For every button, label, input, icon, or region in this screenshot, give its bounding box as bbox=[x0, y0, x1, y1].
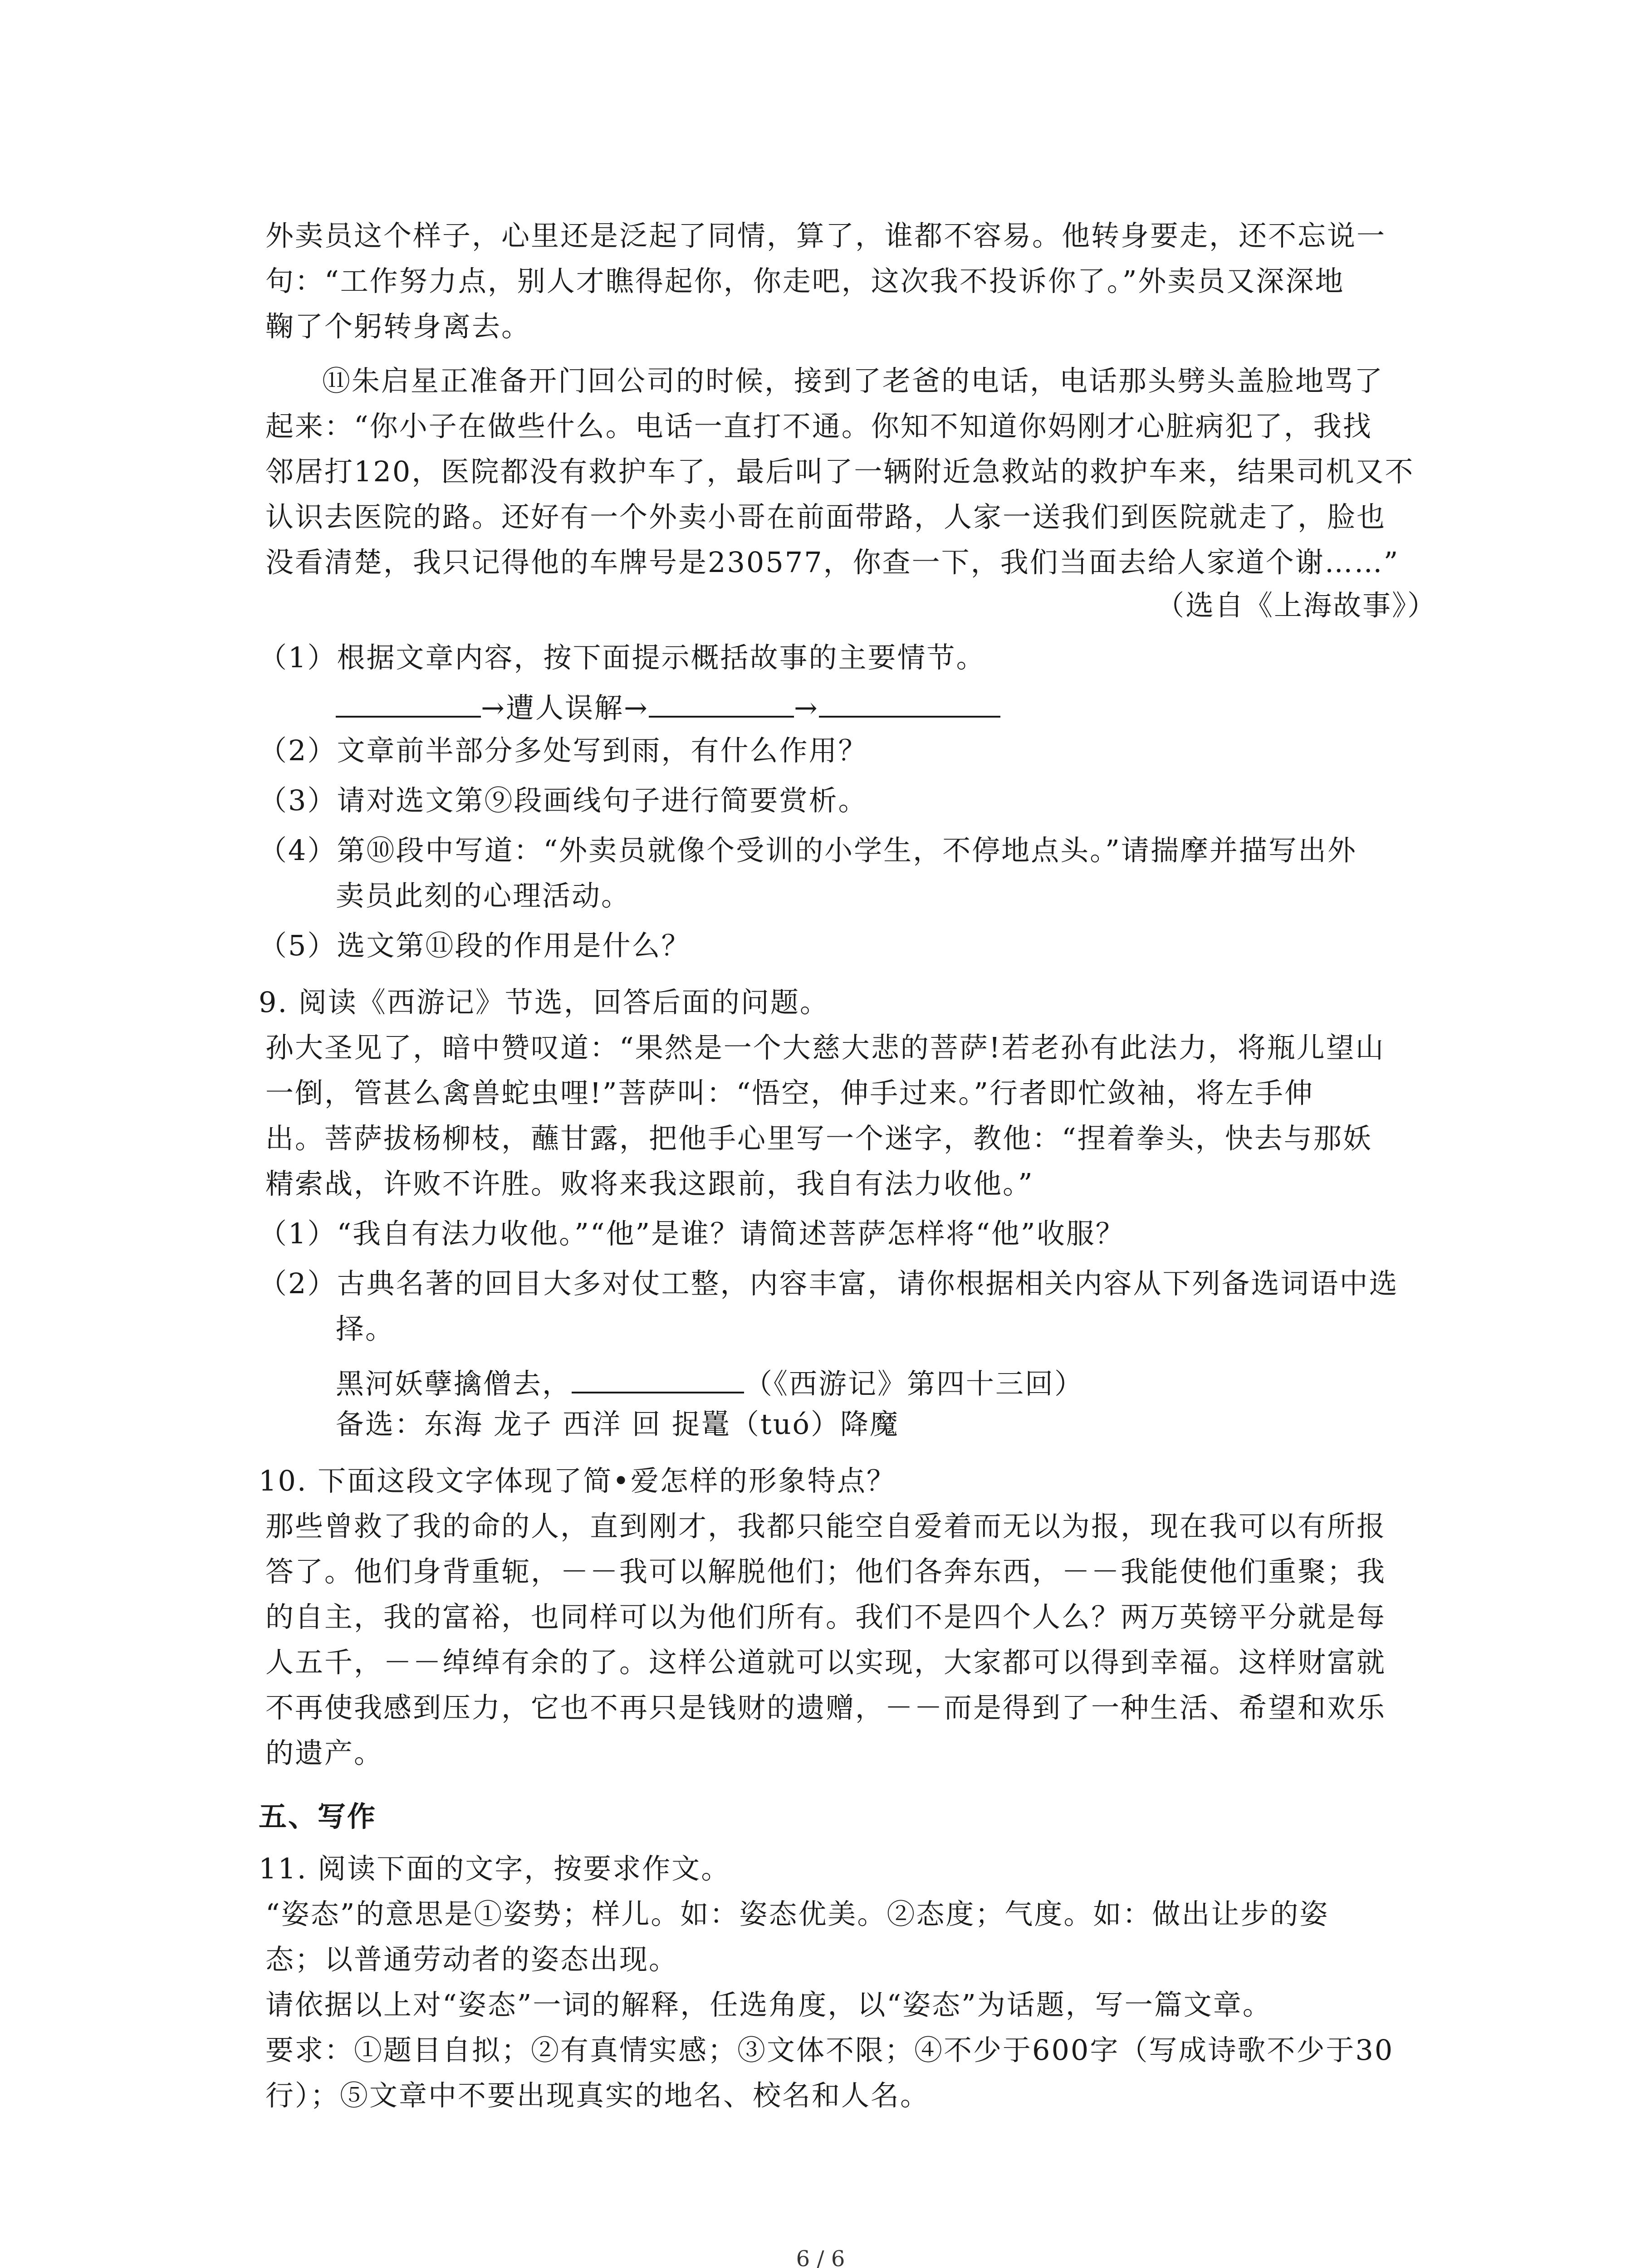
q9-couplet bbox=[336, 1356, 1084, 1407]
q9-passage-line: 精索战，许败不许胜。败将来我这跟前，我自有法力收他。” bbox=[265, 1167, 1034, 1200]
q9-options: 备选：东海 龙子 西洋 回 捉鼍（tuó）降魔 bbox=[336, 1408, 900, 1441]
q11-line: “姿态”的意思是①姿势；样儿。如：姿态优美。②态度；气度。如：做出让步的姿 bbox=[265, 1897, 1329, 1931]
q8-sub1: （1）根据文章内容，按下面提示概括故事的主要情节。 bbox=[259, 641, 986, 674]
story-paragraph-11-line: 邻居打120，医院都没有救护车了，最后叫了一辆附近急救站的救护车来，结果司机又不 bbox=[265, 455, 1415, 488]
answer-blank[interactable] bbox=[572, 1356, 744, 1393]
q8-plot-flow bbox=[336, 680, 1000, 731]
q10-passage-line: 那些曾救了我的命的人，直到刚才，我都只能空自爱着而无以为报，现在我可以有所报 bbox=[265, 1510, 1386, 1543]
q10-passage-line: 的自主，我的富裕，也同样可以为他们所有。我们不是四个人么？两万英镑平分就是每 bbox=[265, 1600, 1386, 1633]
q9-sub1: （1）“我自有法力收他。”“他”是谁？请简述菩萨怎样将“他”收服？ bbox=[259, 1217, 1125, 1250]
q10-passage-line: 不再使我感到压力，它也不再只是钱财的遗赠，－－而是得到了一种生活、希望和欢乐 bbox=[265, 1691, 1386, 1724]
q11-title: 11. 阅读下面的文字，按要求作文。 bbox=[259, 1852, 731, 1885]
story-paragraph-11-line: 没看清楚，我只记得他的车牌号是230577，你查一下，我们当面去给人家道个谢……” bbox=[265, 546, 1400, 579]
q11-line: 请依据以上对“姿态”一词的解释，任选角度，以“姿态”为话题，写一篇文章。 bbox=[265, 1988, 1272, 2021]
page-number: 6 / 6 bbox=[796, 2246, 845, 2268]
story-paragraph-11-line: 起来：“你小子在做些什么。电话一直打不通。你知不知道你妈刚才心脏病犯了，我找 bbox=[265, 410, 1372, 443]
q9-sub2: （2）古典名著的回目大多对仗工整，内容丰富，请你根据相关内容从下列备选词语中选 bbox=[259, 1267, 1399, 1300]
flow-arrow: →遭人误解→ bbox=[481, 691, 649, 724]
q9-passage-line: 出。菩萨拔杨柳枝，蘸甘露，把他手心里写一个迷字，教他：“捏着拳头，快去与那妖 bbox=[265, 1122, 1372, 1155]
q8-sub3: （3）请对选文第⑨段画线句子进行简要赏析。 bbox=[259, 784, 868, 817]
q11-line: 要求：①题目自拟；②有真情实感；③文体不限；④不少于600字（写成诗歌不少于30 bbox=[265, 2033, 1394, 2067]
story-line: 外卖员这个样子，心里还是泛起了同情，算了，谁都不容易。他转身要走，还不忘说一 bbox=[265, 219, 1386, 252]
q9-sub2: 择。 bbox=[336, 1312, 395, 1345]
flow-arrow: → bbox=[794, 691, 819, 724]
story-source: （选自《上海故事》） bbox=[1156, 589, 1437, 622]
q9-title: 9. 阅读《西游记》节选，回答后面的问题。 bbox=[259, 986, 829, 1019]
q9-passage-line: 孙大圣见了，暗中赞叹道：“果然是一个大慈大悲的菩萨!若老孙有此法力，将瓶儿望山 bbox=[265, 1031, 1385, 1064]
q8-sub4: （4）第⑩段中写道：“外卖员就像个受训的小学生，不停地点头。”请揣摩并描写出外 bbox=[259, 834, 1357, 867]
story-paragraph-11-line: ⑪朱启星正准备开门回公司的时候，接到了老爸的电话，电话那头劈头盖脸地骂了 bbox=[322, 364, 1384, 397]
couplet-first-line: 黑河妖孽擒僧去， bbox=[336, 1367, 572, 1400]
q10-passage-line: 答了。他们身背重轭，－－我可以解脱他们；他们各奔东西，－－我能使他们重聚；我 bbox=[265, 1555, 1386, 1588]
q10-title: 10. 下面这段文字体现了简•爱怎样的形象特点？ bbox=[259, 1464, 896, 1497]
q8-sub4: 卖员此刻的心理活动。 bbox=[336, 879, 631, 912]
couplet-note: （《西游记》第四十三回） bbox=[744, 1367, 1084, 1400]
q11-line: 态；以普通劳动者的姿态出现。 bbox=[265, 1943, 679, 1976]
story-line: 鞠了个躬转身离去。 bbox=[265, 310, 531, 343]
q9-passage-line: 一倒，管甚么禽兽蛇虫哩!”菩萨叫：“悟空，伸手过来。”行者即忙敛袖，将左手伸 bbox=[265, 1076, 1314, 1110]
section-heading: 五、写作 bbox=[259, 1800, 377, 1833]
answer-blank[interactable] bbox=[336, 680, 481, 718]
answer-blank[interactable] bbox=[649, 680, 794, 718]
q8-sub2: （2）文章前半部分多处写到雨，有什么作用？ bbox=[259, 734, 868, 767]
q11-line: 行）；⑤文章中不要出现真实的地名、校名和人名。 bbox=[265, 2079, 930, 2112]
q10-passage-line: 的遗产。 bbox=[265, 1736, 384, 1769]
answer-blank[interactable] bbox=[819, 680, 1000, 718]
story-paragraph-11-line: 认识去医院的路。还好有一个外卖小哥在前面带路，人家一送我们到医院就走了，脸也 bbox=[265, 500, 1386, 533]
q8-sub5: （5）选文第⑪段的作用是什么？ bbox=[259, 929, 691, 962]
q10-passage-line: 人五千，－－绰绰有余的了。这样公道就可以实现，大家都可以得到幸福。这样财富就 bbox=[265, 1646, 1386, 1679]
story-line: 句：“工作努力点，别人才瞧得起你，你走吧，这次我不投诉你了。”外卖员又深深地 bbox=[265, 264, 1345, 298]
